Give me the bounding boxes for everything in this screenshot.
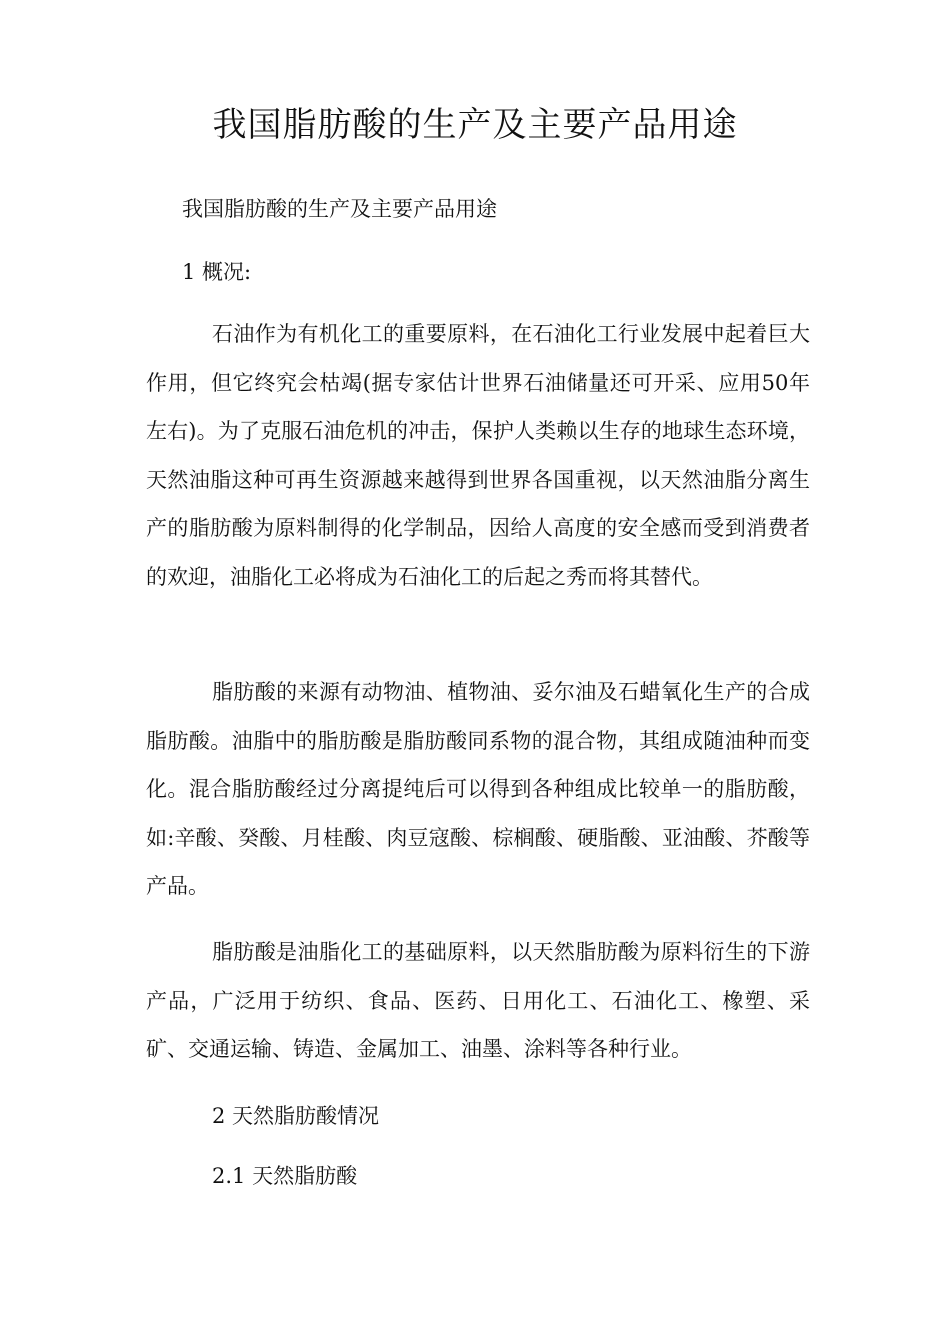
paragraph-fatty-acid-sources: 脂肪酸的来源有动物油、植物油、妥尔油及石蜡氧化生产的合成脂肪酸。油脂中的脂肪酸是脂肪酸同系物的混合物，其组成随油种而变化。混合脂肪酸经过分离提纯后可以得到各种组成比较单一的脂肪酸，如:辛酸、癸酸、月桂酸、肉豆寇酸、棕榈酸、硬脂酸、亚油酸、芥酸等产品。: [146, 680, 810, 899]
document-subtitle: 我国脂肪酸的生产及主要产品用途: [182, 197, 497, 221]
paragraph-petroleum: 石油作为有机化工的重要原料，在石油化工行业发展中起着巨大作用，但它终究会枯竭(据专家估计世界石油储量还可开采、应用50年左右)。为了克服石油危机的冲击，保护人类赖以生存的地球生态环境，天然油脂这种可再生资源越来越得到世界各国重视，以天然油脂分离生产的脂肪酸为原料制得的化学制品，因给人高度的安全感而受到消费者的欢迎，油脂化工必将成为石油化工的后起之秀而将其替代。: [146, 322, 810, 589]
section-heading-overview: 1 概况:: [182, 260, 252, 284]
section-heading-natural-fatty-acids: 2 天然脂肪酸情况: [212, 1104, 380, 1128]
subsection-heading-natural-fatty-acids: 2.1 天然脂肪酸: [212, 1164, 358, 1188]
document-title: 我国脂肪酸的生产及主要产品用途: [212, 105, 738, 145]
paragraph-fatty-acid-uses: 脂肪酸是油脂化工的基础原料，以天然脂肪酸为原料衍生的下游产品，广泛用于纺织、食品、医药、日用化工、石油化工、橡塑、采矿、交通运输、铸造、金属加工、油墨、涂料等各种行业。: [146, 940, 810, 1062]
